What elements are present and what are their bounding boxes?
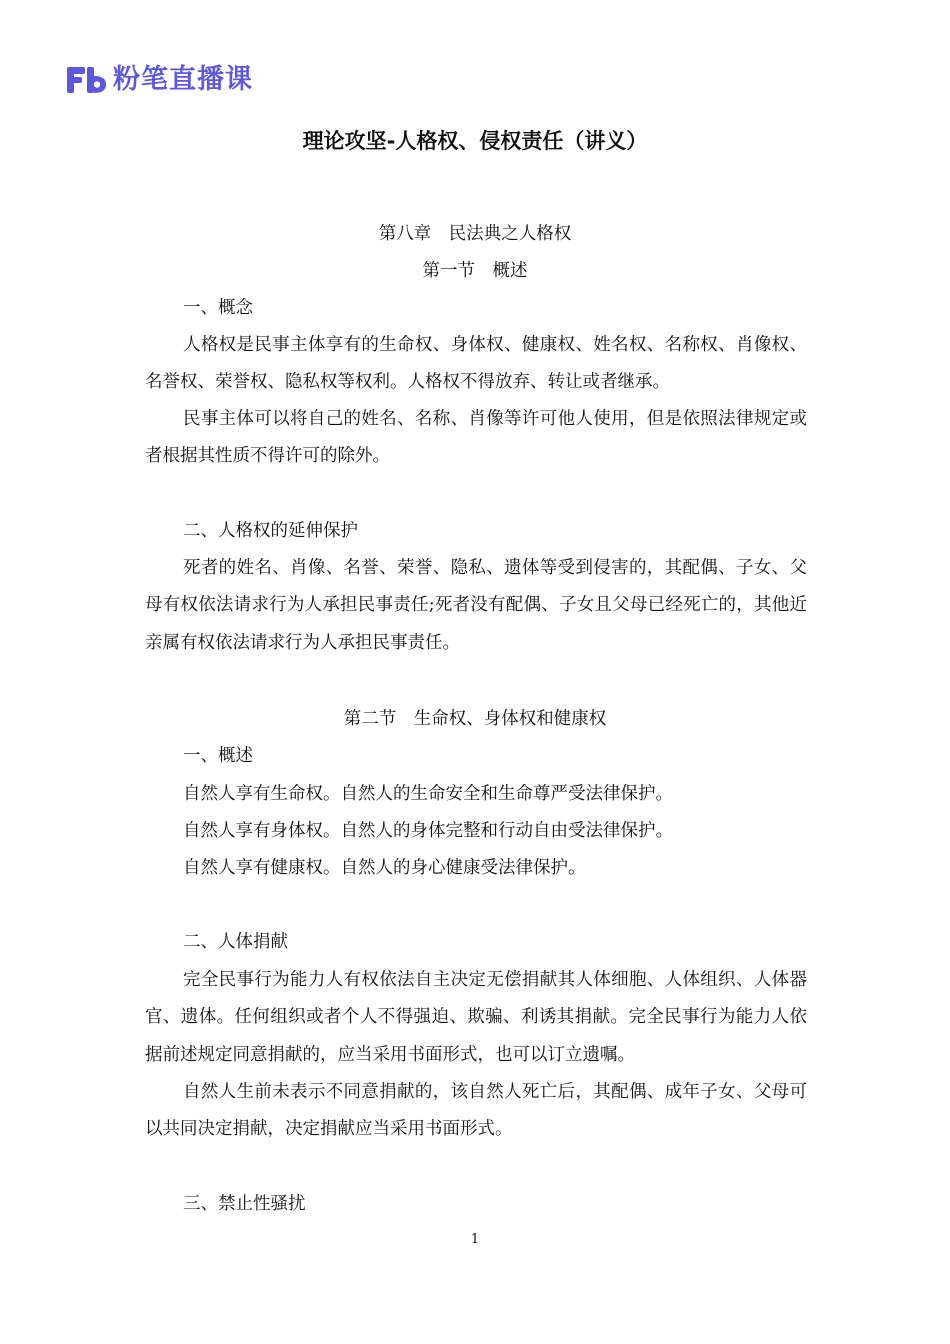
paragraph: 自然人生前未表示不同意捐献的，该自然人死亡后，其配偶、成年子女、父母可以共同决定捐献，决定捐献应当采用书面形式。 [145,1082,807,1140]
subsection-heading: 二、人体捐献 [183,932,288,952]
subsection-heading: 一、概述 [183,746,253,766]
section-heading: 第一节 概述 [422,261,528,281]
logo-text: 粉笔直播课 [113,64,253,95]
page-number: 1 [470,1232,480,1247]
chapter-heading: 第八章 民法典之人格权 [378,224,572,244]
subsection-heading: 二、人格权的延伸保护 [183,521,358,541]
text-line: 自然人享有生命权。自然人的生命安全和生命尊严受法律保护。 [183,784,673,804]
brand-logo [67,62,253,98]
paragraph: 完全民事行为能力人有权依法自主决定无偿捐献其人体细胞、人体组织、人体器官、遗体。任何组织或者个人不得强迫、欺骗、利诱其捐献。完全民事行为能力人依据前述规定同意捐献的，应当采用书面形式，也可以订立遗嘱。 [145,970,807,1065]
text-line: 自然人享有身体权。自然人的身体完整和行动自由受法律保护。 [183,821,673,841]
paragraph: 民事主体可以将自己的姓名、名称、肖像等许可他人使用，但是依照法律规定或者根据其性质不得许可的除外。 [145,409,807,467]
subsection-heading: 三、禁止性骚扰 [183,1194,306,1214]
section-heading: 第二节 生命权、身体权和健康权 [343,709,607,729]
paragraph: 人格权是民事主体享有的生命权、身体权、健康权、姓名权、名称权、肖像权、名誉权、荣誉权、隐私权等权利。人格权不得放弃、转让或者继承。 [145,335,807,393]
fb-logo-icon [67,65,107,95]
subsection-heading: 一、概念 [183,298,253,318]
paragraph: 死者的姓名、肖像、名誉、荣誉、隐私、遗体等受到侵害的，其配偶、子女、父母有权依法请求行为人承担民事责任;死者没有配偶、子女且父母已经死亡的，其他近亲属有权依法请求行为人承担民事责任。 [145,558,807,653]
text-line: 自然人享有健康权。自然人的身心健康受法律保护。 [183,858,586,878]
document-title: 理论攻坚-人格权、侵权责任（讲义） [302,129,648,153]
